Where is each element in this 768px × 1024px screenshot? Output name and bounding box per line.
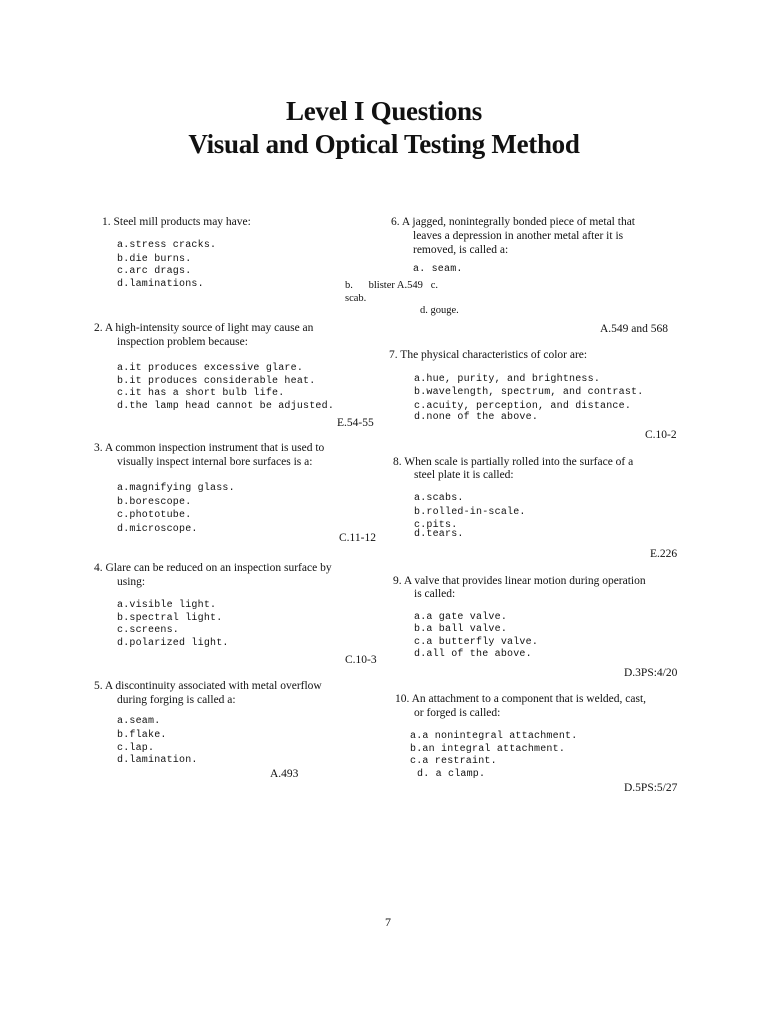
q4-option-c: c.screens. xyxy=(117,625,180,636)
q10-option-b: b.an integral attachment. xyxy=(410,744,566,755)
question-8: 8. When scale is partially rolled into the surface of a xyxy=(393,456,634,468)
question-6-line-2: leaves a depression in another metal after it is xyxy=(413,230,624,242)
q7-option-a: a.hue, purity, and brightness. xyxy=(414,374,601,385)
q4-option-a: a.visible light. xyxy=(117,600,217,611)
question-6: 6. A jagged, nonintegrally bonded piece of metal that xyxy=(391,216,635,228)
q6-option-a: a. seam. xyxy=(413,264,463,275)
q7-option-c: c.acuity, perception, and distance. xyxy=(414,401,632,412)
q5-option-d: d.lamination. xyxy=(117,755,198,766)
q2-option-c: c.it has a short bulb life. xyxy=(117,388,285,399)
q9-option-d: d.all of the above. xyxy=(414,649,532,660)
q9-option-c: c.a butterfly valve. xyxy=(414,637,539,648)
q6-option-d: d. gouge. xyxy=(420,305,459,316)
question-4: 4. Glare can be reduced on an inspection surface by xyxy=(94,562,332,574)
q1-option-c: c.arc drags. xyxy=(117,266,192,277)
q10-option-c: c.a restraint. xyxy=(410,756,497,767)
q9-option-a: a.a gate valve. xyxy=(414,612,508,623)
q2-option-a: a.it produces excessive glare. xyxy=(117,363,304,374)
page-title: Level I Questions xyxy=(286,96,482,126)
q3-option-d: d.microscope. xyxy=(117,524,198,535)
question-10-line-2: or forged is called: xyxy=(414,707,501,719)
q8-option-b: b.rolled-in-scale. xyxy=(414,507,526,518)
q5-reference: A.493 xyxy=(270,768,299,780)
q4-option-b: b.spectral light. xyxy=(117,613,223,624)
question-8-line-2: steel plate it is called: xyxy=(414,469,514,481)
question-5: 5. A discontinuity associated with metal overflow xyxy=(94,680,322,692)
q1-option-d: d.laminations. xyxy=(117,279,204,290)
question-4-line-2: using: xyxy=(117,576,146,588)
q4-option-d: d.polarized light. xyxy=(117,638,229,649)
q9-reference: D.3PS:4/20 xyxy=(624,667,678,679)
q5-option-a: a.seam. xyxy=(117,716,161,727)
question-3: 3. A common inspection instrument that is used to xyxy=(94,442,325,454)
q2-option-b: b.it produces considerable heat. xyxy=(117,376,316,387)
question-2: 2. A high-intensity source of light may cause an xyxy=(94,322,314,334)
q6-reference: A.549 and 568 xyxy=(600,323,669,335)
q6-option-c: scab. xyxy=(345,293,367,304)
q4-reference: C.10-3 xyxy=(345,654,377,666)
q5-option-b: b.flake. xyxy=(117,730,167,741)
q2-option-d: d.the lamp head cannot be adjusted. xyxy=(117,401,335,412)
question-9-line-2: is called: xyxy=(414,588,456,600)
question-9: 9. A valve that provides linear motion during operation xyxy=(393,575,646,587)
q10-reference: D.5PS:5/27 xyxy=(624,782,678,794)
q8-reference: E.226 xyxy=(650,548,678,560)
q5-option-c: c.lap. xyxy=(117,743,155,754)
q3-option-b: b.borescope. xyxy=(117,497,192,508)
question-10: 10. An attachment to a component that is welded, cast, xyxy=(395,693,647,705)
question-5-line-2: during forging is called a: xyxy=(117,694,236,706)
q9-option-b: b.a ball valve. xyxy=(414,624,508,635)
question-7: 7. The physical characteristics of color are: xyxy=(389,349,588,361)
question-1: 1. Steel mill products may have: xyxy=(102,216,251,228)
q8-option-d: d.tears. xyxy=(414,529,464,540)
page-subtitle: Visual and Optical Testing Method xyxy=(188,129,580,159)
q7-option-d: d.none of the above. xyxy=(414,412,539,423)
q7-reference: C.10-2 xyxy=(645,429,677,441)
question-6-line-3: removed, is called a: xyxy=(413,244,509,256)
q3-option-a: a.magnifying glass. xyxy=(117,483,235,494)
q2-reference: E.54-55 xyxy=(337,417,374,429)
q3-reference: C.11-12 xyxy=(339,532,376,544)
q10-option-d: d. a clamp. xyxy=(417,769,486,780)
q1-option-b: b.die burns. xyxy=(117,254,192,265)
q10-option-a: a.a nonintegral attachment. xyxy=(410,731,578,742)
q8-option-c: c.pits. xyxy=(414,520,458,531)
q3-option-c: c.phototube. xyxy=(117,510,192,521)
q7-option-b: b.wavelength, spectrum, and contrast. xyxy=(414,387,644,398)
page-number: 7 xyxy=(385,915,391,929)
question-2-line-2: inspection problem because: xyxy=(117,336,248,348)
q1-option-a: a.stress cracks. xyxy=(117,240,217,251)
q8-option-a: a.scabs. xyxy=(414,493,464,504)
question-3-line-2: visually inspect internal bore surfaces is a: xyxy=(117,456,313,468)
q6-option-b: b. blister A.549 c. xyxy=(345,280,439,291)
